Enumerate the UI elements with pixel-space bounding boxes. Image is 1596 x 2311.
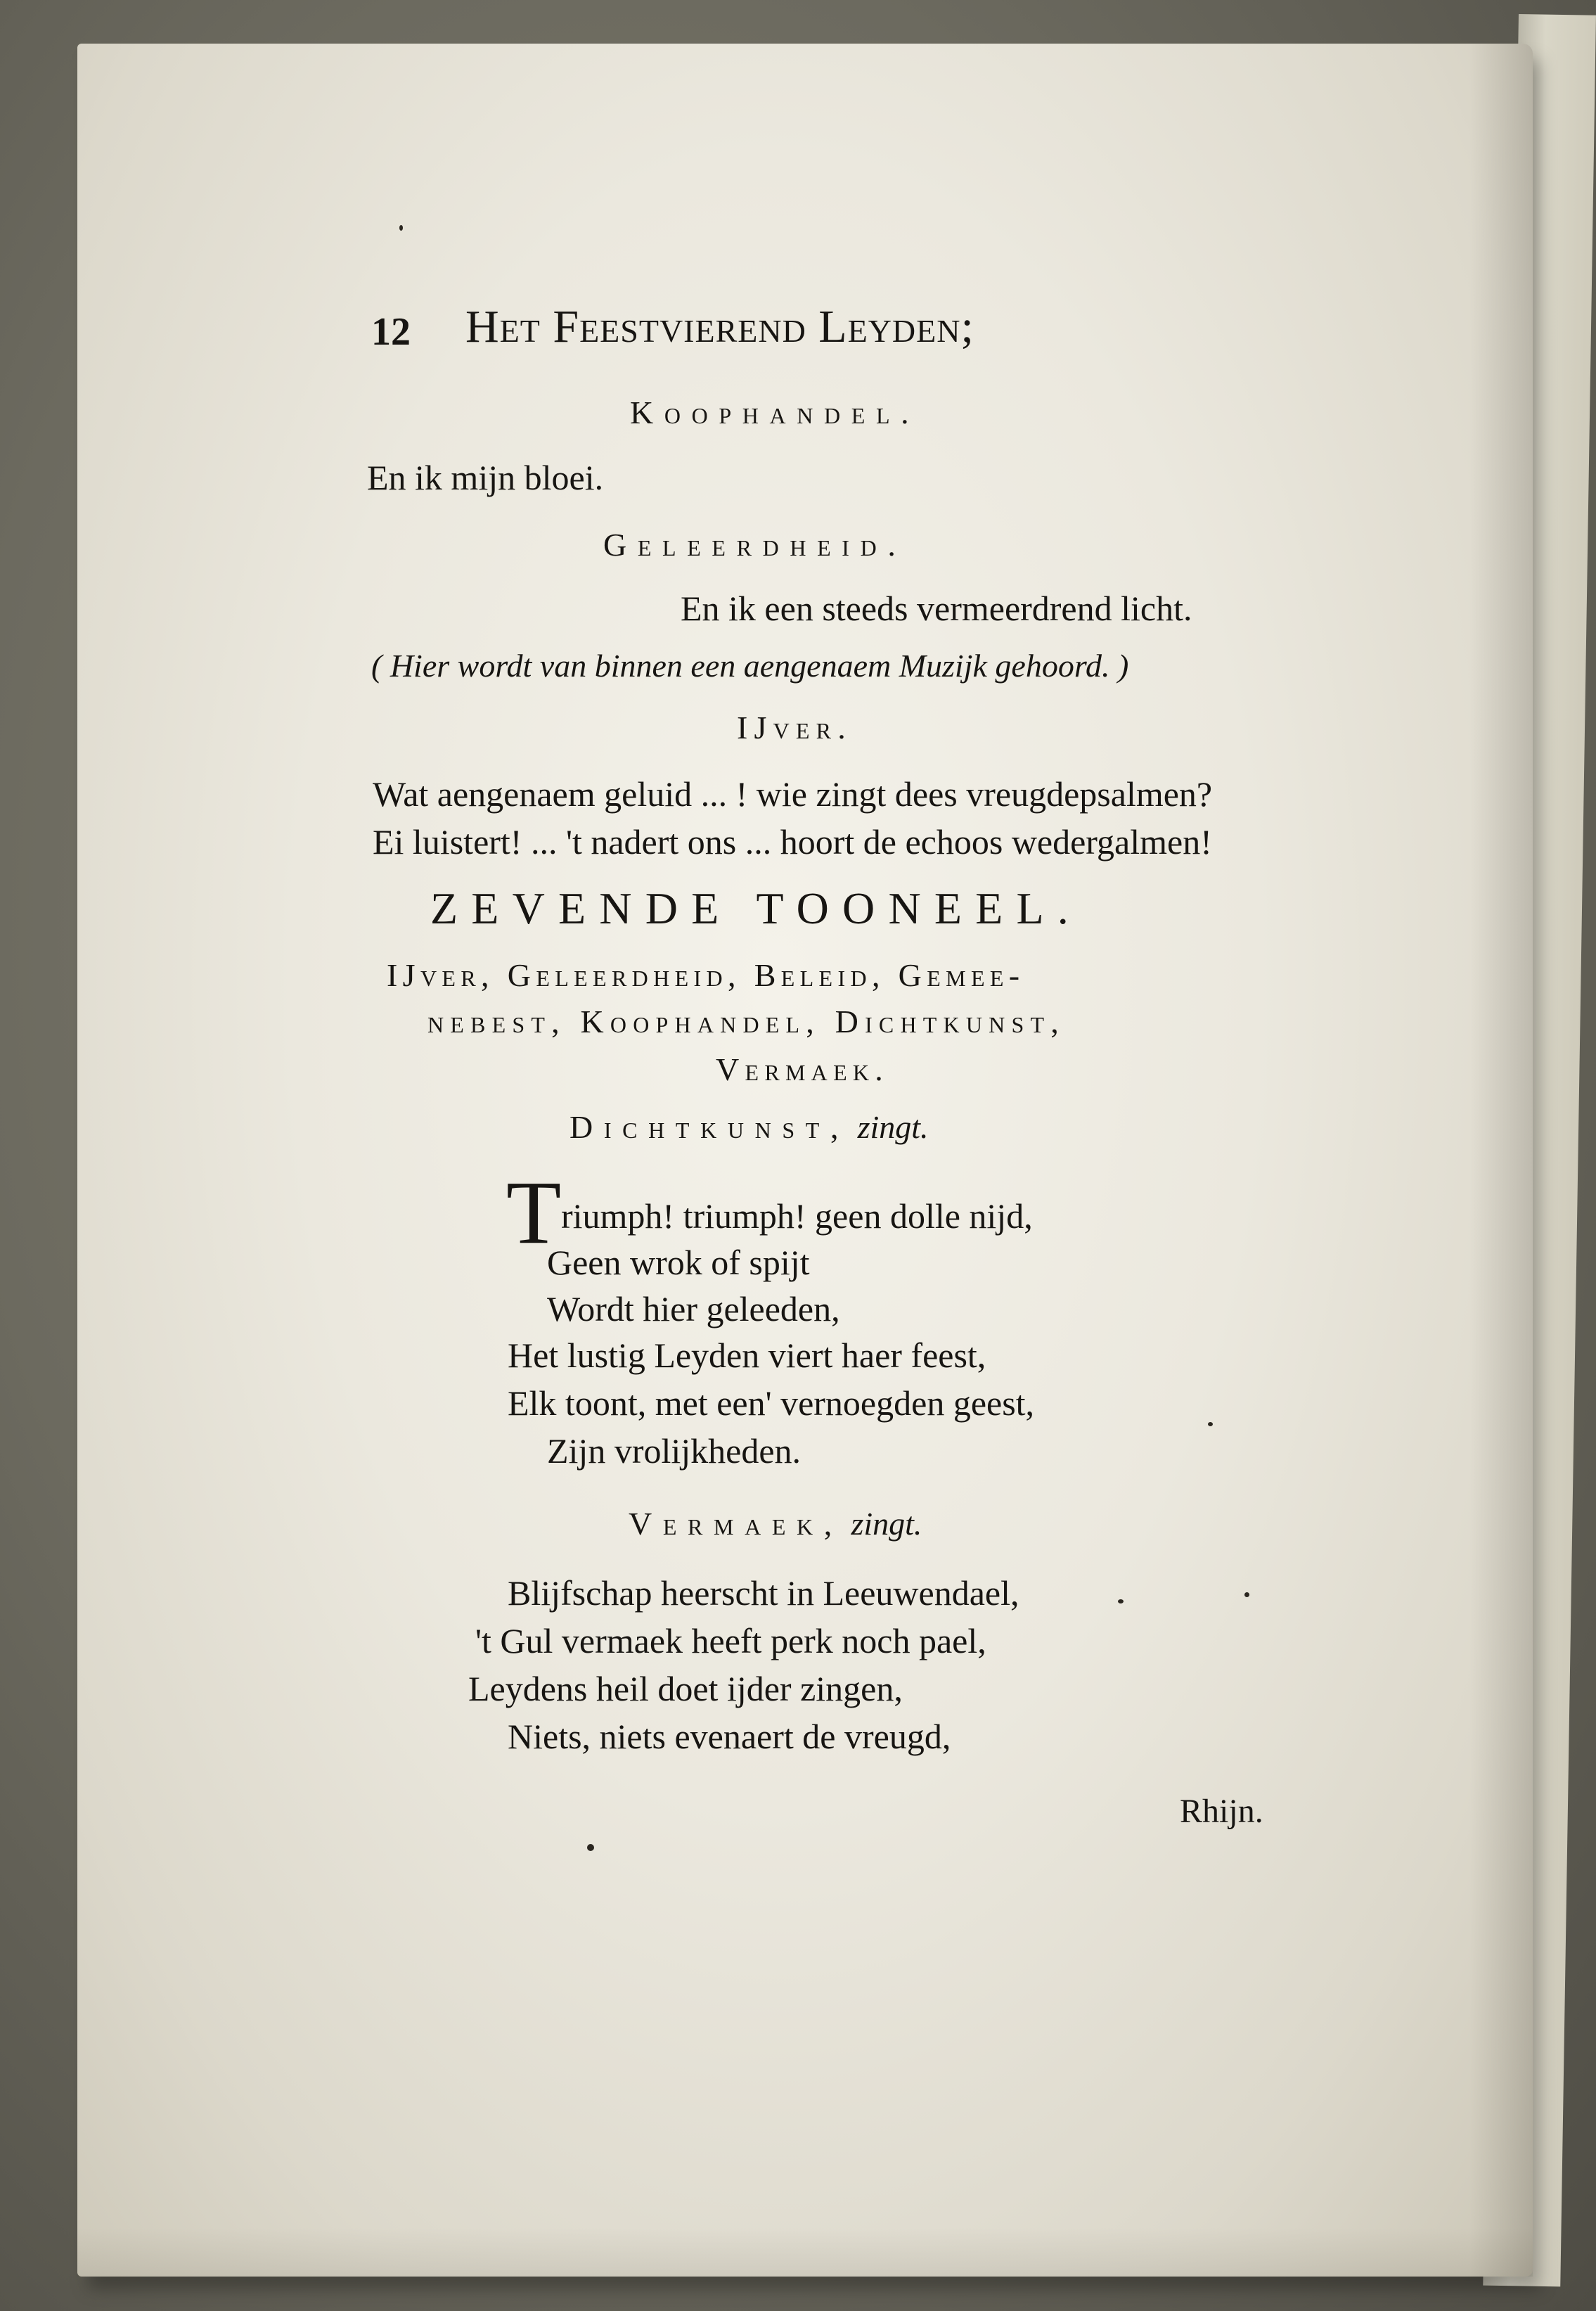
line-ijver-2: Ei luistert! ... 't nadert ons ... hoort de echoos wedergalmen! xyxy=(373,822,1212,862)
song1-line-6: Zijn vrolijkheden. xyxy=(547,1431,802,1471)
speaker-koophandel: Koophandel. xyxy=(630,395,920,430)
ink-speck xyxy=(1244,1592,1249,1597)
ink-speck xyxy=(587,1844,594,1851)
speaker-ijver: IJver. xyxy=(737,710,852,745)
speaker-vermaek-note: zingt. xyxy=(851,1506,922,1542)
characters-line-2: nebest, Koophandel, Dichtkunst, xyxy=(427,1004,1065,1039)
scene-heading: ZEVENDE TOONEEL. xyxy=(430,883,1082,933)
catchword: Rhijn. xyxy=(1180,1793,1263,1830)
ink-speck xyxy=(1118,1599,1124,1603)
song1-line-1-text: riumph! triumph! geen dolle nijd, xyxy=(561,1196,1033,1236)
song2-line-3: Leydens heil doet ijder zingen, xyxy=(468,1669,903,1708)
speaker-vermaek-name: Vermaek, xyxy=(629,1506,843,1542)
stage-direction: ( Hier wordt van binnen een aengenaem Muzijk gehoord. ) xyxy=(371,648,1129,684)
running-title: Het Feestvierend Leyden; xyxy=(465,301,974,352)
song1-line-2: Geen wrok of spijt xyxy=(547,1243,810,1282)
ink-speck xyxy=(1208,1422,1213,1426)
song1-line-4: Het lustig Leyden viert haer feest, xyxy=(508,1336,986,1375)
song2-line-1: Blijfschap heerscht in Leeuwendael, xyxy=(508,1573,1019,1613)
speaker-dichtkunst xyxy=(569,1111,929,1144)
speaker-dichtkunst-name: Dichtkunst, xyxy=(569,1109,850,1145)
song1-line-3: Wordt hier geleeden, xyxy=(547,1289,840,1329)
song2-line-4: Niets, niets evenaert de vreugd, xyxy=(508,1717,951,1756)
song2-line-2: 't Gul vermaek heeft perk noch pael, xyxy=(475,1621,986,1660)
speaker-vermaek xyxy=(629,1508,922,1540)
spine-shade xyxy=(1469,44,1533,2277)
line-ijver-1: Wat aengenaem geluid ... ! wie zingt dees vreugdepsalmen? xyxy=(373,774,1213,814)
page-bottom-edge xyxy=(77,2227,1533,2277)
ink-speck xyxy=(399,225,403,231)
page-number: 12 xyxy=(371,310,411,354)
drop-cap: T xyxy=(506,1163,562,1262)
characters-line-3: Vermaek. xyxy=(716,1051,889,1087)
characters-line-1: IJver, Geleerdheid, Beleid, Gemee- xyxy=(387,957,1025,993)
line-geleerdheid: En ik een steeds vermeerdrend licht. xyxy=(681,589,1192,628)
song1-line-1 xyxy=(506,1163,1033,1262)
song1-line-5: Elk toont, met een' vernoegden geest, xyxy=(508,1383,1035,1423)
line-koophandel: En ik mijn bloei. xyxy=(367,458,604,497)
book-page xyxy=(77,44,1533,2277)
speaker-geleerdheid: Geleerdheid. xyxy=(603,527,907,563)
speaker-dichtkunst-note: zingt. xyxy=(857,1109,929,1145)
